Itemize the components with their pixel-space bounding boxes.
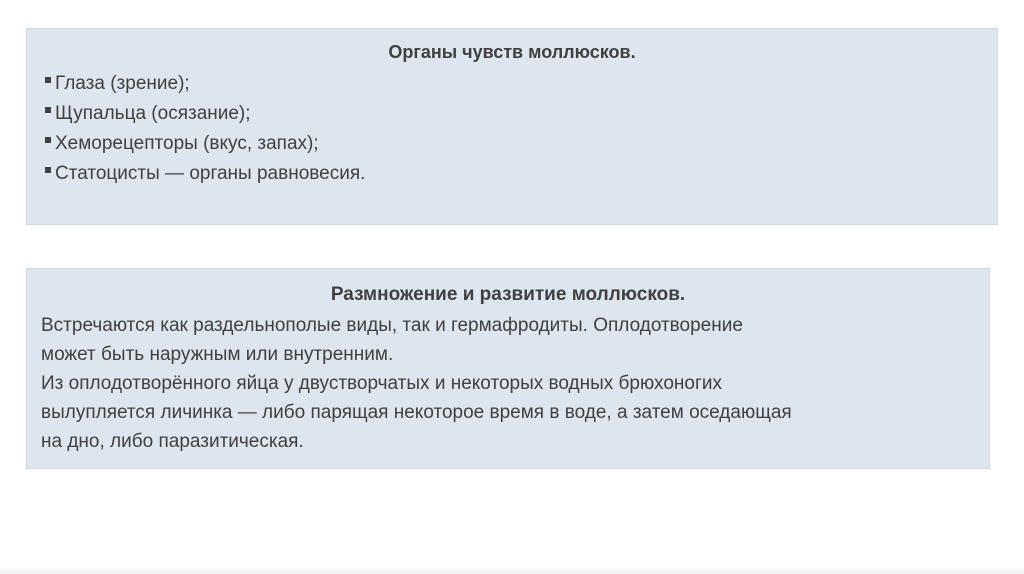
- slide-bottom-edge: [0, 566, 1024, 574]
- square-bullet-icon: [45, 107, 51, 113]
- list-item-text: Статоцисты — органы равновесия.: [55, 163, 366, 184]
- sense-organs-title: Органы чувств моллюсков.: [388, 42, 636, 62]
- list-item: [45, 69, 983, 99]
- square-bullet-icon: [45, 137, 51, 143]
- list-item-text: Хеморецепторы (вкус, запах);: [55, 133, 319, 154]
- square-bullet-icon: [45, 77, 51, 83]
- list-item-text: Щупальца (осязание);: [55, 103, 251, 124]
- sense-organs-list: [41, 69, 983, 189]
- reproduction-line: вылупляется личинка — либо парящая некоторое время в воде, а затем оседающая: [41, 402, 792, 423]
- reproduction-title: Размножение и развитие моллюсков.: [330, 284, 686, 305]
- reproduction-line: Из оплодотворённого яйца у двустворчатых и некоторых водных брюхоногих: [41, 373, 722, 394]
- reproduction-line: Встречаются как раздельнополые виды, так и гермафродиты. Оплодотворение: [41, 315, 743, 336]
- list-item: [45, 129, 983, 159]
- reproduction-box: [26, 268, 990, 469]
- list-item: [45, 159, 983, 189]
- list-item: [45, 99, 983, 129]
- square-bullet-icon: [45, 167, 51, 173]
- list-item-text: Глаза (зрение);: [55, 73, 190, 94]
- sense-organs-box: [26, 28, 998, 225]
- reproduction-line: может быть наружным или внутренним.: [41, 344, 394, 365]
- reproduction-line: на дно, либо паразитическая.: [41, 431, 304, 452]
